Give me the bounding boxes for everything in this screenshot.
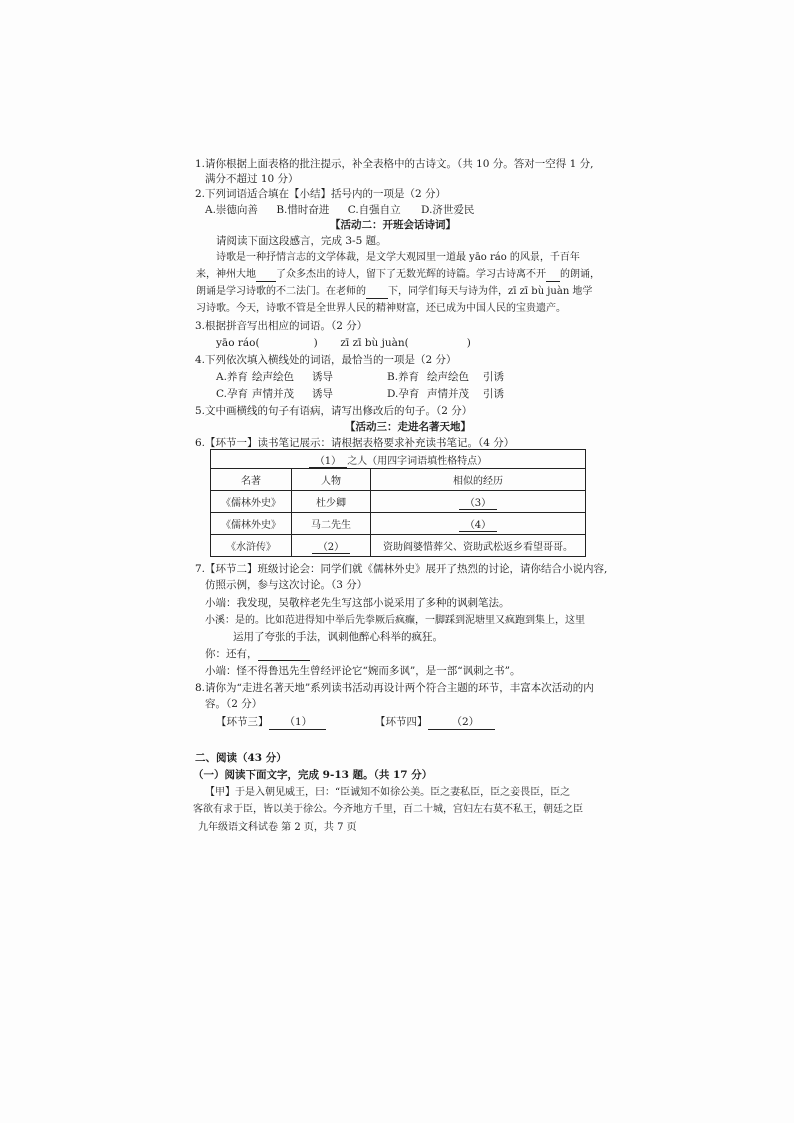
row2-book: 《儒林外史》 bbox=[211, 513, 292, 535]
q5-stem: 5.文中画横线的句子有语病，请写出修改后的句子。（2 分） bbox=[195, 405, 473, 417]
table-row bbox=[211, 535, 586, 557]
blank-4: （4） bbox=[459, 520, 497, 532]
q3-paren-2: ) bbox=[466, 337, 471, 349]
q2-options bbox=[205, 203, 474, 217]
passage-line3-a: 朗诵是学习诗歌的不二法门。在老师的 bbox=[196, 286, 366, 297]
q4-a-3: 诱导 bbox=[312, 371, 333, 383]
header-experience: 相似的经历 bbox=[371, 469, 586, 491]
q4-option-b bbox=[387, 370, 504, 384]
q4-stem: 4.下列依次填入横线处的词语，最恰当的一项是（2 分） bbox=[195, 354, 457, 366]
q4-c-2: 声情并茂 bbox=[252, 388, 294, 400]
q4-d-3: 引诱 bbox=[483, 388, 504, 400]
table-row bbox=[211, 513, 586, 535]
header-character: 人物 bbox=[292, 469, 371, 491]
header-book: 名著 bbox=[211, 469, 292, 491]
q4-option-d bbox=[387, 387, 504, 401]
jia-line2: 客欲有求于臣，皆以美于徐公。今齐地方千里，百二十城，宫妇左右莫不私王，朝廷之臣 bbox=[193, 804, 583, 815]
q7-xiaoxi-2: 运用了夸张的手法，讽刺他醉心科举的疯狂。 bbox=[233, 631, 443, 643]
q2-option-a: A.崇德向善 bbox=[205, 204, 258, 216]
jia-line1: 【甲】于是入朝见威王，曰：“臣诚知不如徐公美。臣之妻私臣，臣之妾畏臣，臣之 bbox=[205, 787, 571, 798]
passage-line3 bbox=[196, 285, 592, 299]
q4-a-2: 绘声绘色 bbox=[252, 371, 294, 383]
row3-experience: 资助阎婆惜葬父、资助武松返乡看望哥哥。 bbox=[371, 535, 586, 557]
q4-c-1: C.孕育 bbox=[216, 388, 248, 400]
q7-xiaoduan-2: 小端：怪不得鲁迅先生曾经评论它“婉而多讽”，是一部“讽刺之书”。 bbox=[205, 665, 521, 677]
q4-c-3: 诱导 bbox=[312, 388, 333, 400]
q2-option-b: B.惜时奋进 bbox=[276, 204, 330, 216]
activity2-heading: 【活动二：开班会话诗词】 bbox=[330, 219, 456, 231]
q7-you-row bbox=[205, 647, 310, 661]
q3-pinyin-row bbox=[216, 336, 471, 350]
q7-line1: 7.【环节二】班级讨论会：同学们就《儒林外史》展开了热烈的讨论，请你结合小说内容, bbox=[195, 563, 608, 575]
segment3-blank: （1） bbox=[269, 715, 327, 730]
q6-stem: 6.【环节一】读书笔记展示：请根据表格要求补充读书笔记。（4 分） bbox=[195, 437, 515, 449]
q8-segment3 bbox=[216, 715, 326, 730]
passage-line2-b: 了众多杰出的诗人，留下了无数光辉的诗篇。学习古诗离不开 bbox=[276, 269, 546, 280]
caption-text: 之人（用四字词语填性格特点） bbox=[347, 455, 488, 467]
row3-character bbox=[292, 535, 371, 557]
row1-character: 杜少卿 bbox=[292, 491, 371, 513]
passage-blank-1 bbox=[256, 270, 276, 282]
q4-b-3: 引诱 bbox=[483, 371, 504, 383]
passage-blank-2 bbox=[546, 270, 560, 282]
page-footer: 九年级语文科试卷 第 2 页，共 7 页 bbox=[198, 822, 357, 833]
section2-heading: 二、阅读（43 分） bbox=[195, 752, 287, 764]
passage-line3-b: 下，同学们每天与诗为伴，zī zī bù juàn 地学 bbox=[388, 286, 593, 297]
table-caption-row bbox=[211, 450, 586, 469]
q7-xiaoduan-1: 小端：我发现，吴敬梓老先生写这部小说采用了多种的讽刺笔法。 bbox=[205, 597, 510, 609]
activity3-heading: 【活动三：走进名著天地】 bbox=[345, 421, 471, 433]
passage-line4: 习诗歌。今天，诗歌不管是全世界人民的精神财富，还已成为中国人民的宝贵遗产。 bbox=[196, 303, 566, 314]
q8-segment4 bbox=[375, 715, 495, 730]
q7-line2: 仿照示例，参与这次讨论。（3 分） bbox=[205, 579, 368, 591]
reading-notes-table bbox=[210, 449, 586, 557]
q2-option-d: D.济世爱民 bbox=[421, 204, 475, 216]
table-header-row bbox=[211, 469, 586, 491]
q4-d-2: 声情并茂 bbox=[427, 388, 469, 400]
q8-line2: 容。（2 分） bbox=[205, 698, 263, 710]
q7-you-blank bbox=[258, 649, 310, 661]
table-row bbox=[211, 491, 586, 513]
segment4-label: 【环节四】 bbox=[375, 716, 428, 728]
part1-heading: （一）阅读下面文字，完成 9-13 题。（共 17 分） bbox=[193, 769, 433, 781]
passage-line2 bbox=[196, 268, 600, 282]
passage-blank-3 bbox=[366, 287, 388, 299]
q1-line1: 1.请你根据上面表格的批注提示，补全表格中的古诗文。（共 10 分。答对一空得 1 分, bbox=[195, 158, 594, 170]
q4-a-1: A.养育 bbox=[216, 371, 248, 383]
q2-option-c: C.自强自立 bbox=[347, 204, 401, 216]
q1-line2: 满分不超过 10 分） bbox=[205, 173, 299, 185]
row1-book: 《儒林外史》 bbox=[211, 491, 292, 513]
blank-2: （2） bbox=[312, 542, 350, 554]
q3-pinyin-1: yāo ráo( bbox=[216, 337, 260, 349]
q3-paren-1: ) bbox=[313, 337, 318, 349]
q4-option-c bbox=[216, 387, 333, 401]
q4-b-2: 绘声绘色 bbox=[427, 371, 469, 383]
passage-line2-a: 来，神州大地 bbox=[196, 269, 256, 280]
segment4-blank: （2） bbox=[428, 715, 496, 730]
passage-intro: 请阅读下面这段感言，完成 3-5 题。 bbox=[216, 235, 387, 247]
passage-line1: 诗歌是一种抒情言志的文学体裁，是文学大观园里一道最 yāo ráo 的风景，千百年 bbox=[216, 252, 580, 263]
row3-book: 《水浒传》 bbox=[211, 535, 292, 557]
q4-d-1: D.孕育 bbox=[387, 388, 420, 400]
q2-stem: 2.下列词语适合填在【小结】括号内的一项是（2 分） bbox=[195, 188, 447, 200]
q7-xiaoxi-1: 小溪：是的。比如范进得知中举后先拳厥后疯癫，一脚踩到泥塘里又疯跑到集上，这里 bbox=[205, 615, 585, 626]
segment3-label: 【环节三】 bbox=[216, 716, 269, 728]
caption-blank-1: （1） bbox=[309, 456, 347, 468]
row1-experience bbox=[371, 491, 586, 513]
q4-option-a bbox=[216, 370, 333, 384]
q8-line1: 8.请你为“走进名著天地”系列读书活动再设计两个符合主题的环节，丰富本次活动的内 bbox=[195, 682, 594, 694]
table-caption bbox=[211, 450, 586, 469]
row2-experience bbox=[371, 513, 586, 535]
q7-you-label: 你：还有， bbox=[205, 648, 258, 660]
q3-stem: 3.根据拼音写出相应的词语。（2 分） bbox=[195, 320, 368, 332]
q4-b-1: B.养育 bbox=[387, 371, 420, 383]
passage-line2-c: 的朗诵， bbox=[560, 269, 600, 280]
blank-3: （3） bbox=[459, 498, 497, 510]
q3-pinyin-2: zī zī bù juàn( bbox=[340, 337, 409, 349]
row2-character: 马二先生 bbox=[292, 513, 371, 535]
